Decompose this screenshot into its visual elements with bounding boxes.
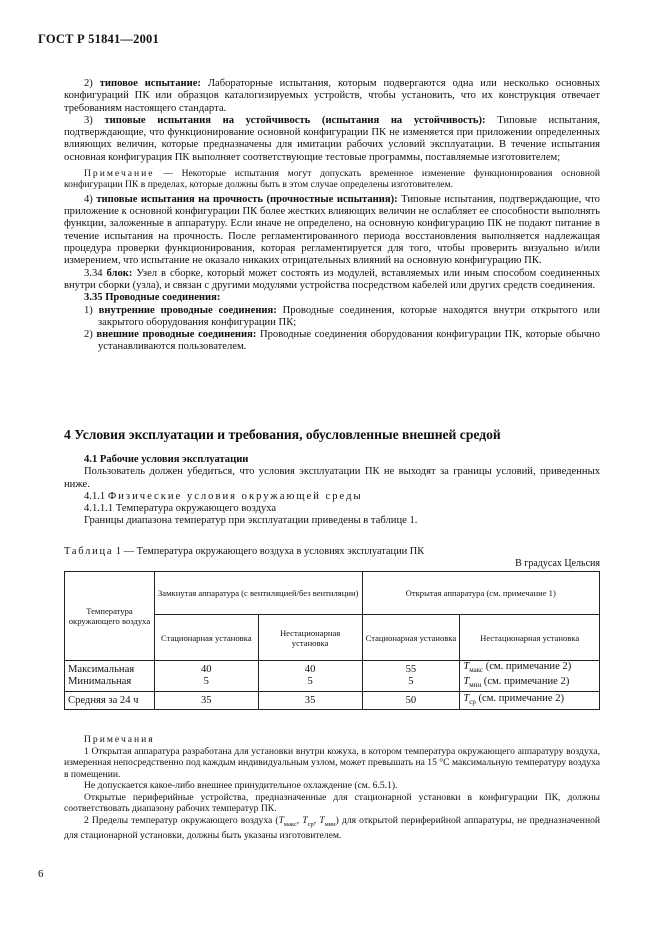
note-immunity xyxy=(64,168,600,191)
header-closed-equipment: Замкнутая аппаратура (с вентиляцией/без вентиляции) xyxy=(154,572,362,615)
page-number: 6 xyxy=(38,868,44,880)
heading-4-1: 4.1 Рабочие условия эксплуатации xyxy=(84,454,249,465)
paragraph-immunity-test: 3) типовые испытания на устойчивость (испытания на устойчивость): Типовые испытания, подтверждающие, что функционирование основной конфигурации ПК не изменяется при приложении определенных влияющих величин, которые предназначены для имитации рабочих условий эксплуатации. В течение испытания основная конфигурация ПК выполняет соответствующие тестовые программы, поставляемые изготовителем; xyxy=(64,114,600,163)
paragraph-4-1: Пользователь должен убедиться, что условия эксплуатации ПК не выходят за границы условий, приведенных ниже. xyxy=(64,466,600,490)
header-stationary: Стационарная установка xyxy=(362,615,460,661)
heading-4-1-1: 4.1.1 Физические условия окружающей среды xyxy=(84,490,363,502)
notes-title: Примечания xyxy=(84,734,155,745)
term-immunity-test: типовые испытания на устойчивость (испытания на устойчивость): xyxy=(104,114,486,126)
note-1b: Не допускается какое-либо внешнее принудительное охлаждение (см. 6.5.1). xyxy=(84,780,398,791)
table-cell: 35 xyxy=(154,692,258,710)
text-immunity-test: Типовые испытания, подтверждающие, что функционирование основной конфигурации ПК не изменяется при приложении определенных влияющих величин, которые предназначены для имитации рабочих условий эксплуатации. В течение испытания основная конфигурация ПК выполняет соответствующие тестовые программы, поставляемые изготовителем; xyxy=(64,114,600,163)
list-item-internal: 1) внутренние проводные соединения: Проводные соединения, которые находятся внутри открытого или закрытого оборудования конфигурации ПК; xyxy=(84,304,601,328)
term-unit: блок: xyxy=(106,267,133,279)
clause-number: 3.34 xyxy=(84,267,103,279)
note-1c: Открытые периферийные устройства, предназначенные для стационарной установки в конфигурации ПК, должны соответствовать диапазону рабочих температур ПК. xyxy=(64,791,600,814)
table-cell: $T_{макс}$ (см. примечание 2) $T_{мин}$ (см. примечание 2) xyxy=(460,661,600,692)
header-stationary: Стационарная установка xyxy=(154,615,258,661)
note-text: — Некоторые испытания могут допускать временное изменение функционирования основной конфигурации ПК в пределах, которые должны быть в этом случае определены изготовителем. xyxy=(64,168,600,191)
text-unit: Узел в сборке, который может состоять из модулей, вставляемых или иным способом соединенных внутри сборки (узла), и связан с другими модулями устройства посредством кабелей или других средств соединения. xyxy=(64,267,600,291)
text-internal: Проводные соединения, которые находятся внутри открытого или закрытого оборудования конфигурации ПК; xyxy=(98,304,601,328)
text-strength-test: Типовые испытания, подтверждающие, что приложение к основной конфигурации ПК более жестких влияющих величин не ослабляет ее способности выполнять функции, заложенные в аппаратуру. Если иначе не определено, на основную конфигурацию ПК не подают питание в течение испытания на прочность. После регламентированного периода восстановления выполняется надлежащая процедура проверки функционирования, которая регламентируется для того, чтобы проверить визуально и/или измерением, что испытание не оказало никаких отрицательных влияний на основную конфигурацию ПК. xyxy=(64,193,600,267)
term-internal: внутренние проводные соединения: xyxy=(98,304,277,316)
header-nonstationary: Нестационарная установка xyxy=(460,615,600,661)
table-caption: Таблица 1 — Температура окружающего воздуха в условиях эксплуатации ПК xyxy=(64,546,425,557)
paragraph-strength-test: 4) типовые испытания на прочность (прочностные испытания): Типовые испытания, подтверждающие, что приложение к основной конфигурации ПК более жестких влияющих величин не ослабляет ее способности выполнять функции, заложенные в аппаратуру. Если иначе не определено, на основную конфигурацию ПК не подают питание в течение испытания на прочность. После регламентированного периода восстановления выполняется надлежащая процедура проверки функционирования, которая регламентируется для того, чтобы проверить визуально и/или измерением, что испытание не оказало никаких отрицательных влияний на основную конфигурацию ПК. xyxy=(64,193,600,267)
note-2: 2 Пределы температур окружающего воздуха ($T_{макс}$, $T_{ср}$, $T_{мин}$) для открытой периферийной аппаратуры, не предназначенной для стационарной установки, должны быть указаны изготовителем. xyxy=(64,814,601,841)
header-nonstationary: Нестационарная установка xyxy=(258,615,362,661)
definitions-block xyxy=(64,78,600,354)
term-strength-test: типовые испытания на прочность (прочностные испытания): xyxy=(96,193,398,205)
text-external: Проводные соединения оборудования конфигурации ПК, которые обычно устанавливаются пользователем. xyxy=(98,329,600,353)
paragraph-3-34 xyxy=(64,268,600,293)
table-cell: 55 5 xyxy=(362,661,460,692)
table-notes xyxy=(64,734,600,841)
note-label: Примечание xyxy=(84,168,155,180)
section-4-heading: 4 Условия эксплуатации и требования, обусловленные внешней средой xyxy=(64,427,501,442)
header-open-equipment: Открытая аппаратура (см. примечание 1) xyxy=(362,572,600,615)
table-cell: 35 xyxy=(258,692,362,710)
header-temperature: Температура окружающего воздуха xyxy=(65,572,155,661)
table-cell: 50 xyxy=(362,692,460,710)
paragraph-type-test: 2) типовое испытание: Лабораторные испытания, которым подвергаются одна или несколько основных конфигураций ПК или образцов каталогизируемых устройств, чтобы установить, что их конструкция отвечает требованиям настоящего стандарта. xyxy=(64,78,600,114)
table-cell: $T_{ср}$ (см. примечание 2) xyxy=(460,692,600,710)
section-4-body xyxy=(64,454,600,528)
table-cell: 40 5 xyxy=(154,661,258,692)
table-cell: 40 5 xyxy=(258,661,362,692)
heading-3-35: 3.35 Проводные соединения: xyxy=(84,292,221,304)
text-type-test: Лабораторные испытания, которым подвергаются одна или несколько основных конфигураций ПК или образцов каталогизируемых устройств, чтобы установить, что их конструкция отвечает требованиям настоящего стандарта. xyxy=(64,78,600,114)
table-cell: Средняя за 24 ч xyxy=(65,692,155,710)
term-type-test: типовое испытание: xyxy=(99,78,201,89)
heading-4-1-1-1: 4.1.1.1 Температура окружающего воздуха xyxy=(84,503,277,515)
paragraph-table-ref: Границы диапазона температур при эксплуатации приведены в таблице 1. xyxy=(84,515,418,527)
table-unit: В градусах Цельсия xyxy=(515,558,600,569)
term-external: внешние проводные соединения: xyxy=(96,329,257,341)
temperature-table xyxy=(64,571,600,710)
document-header: ГОСТ Р 51841—2001 xyxy=(38,32,159,46)
table-cell-labels: Максимальная Минимальная xyxy=(65,661,155,692)
note-1: 1 Открытая аппаратура разработана для установки внутри кожуха, в котором температура окружающего аппаратуру воздуха, измеренная непосредственно под каждым индивидуальным узлом, может превышать на 15 °С максимальную температуру воздуха в помещении. xyxy=(64,745,600,780)
list-item-external: 2) внешние проводные соединения: Проводные соединения оборудования конфигурации ПК, которые обычно устанавливаются пользователем. xyxy=(84,329,600,353)
